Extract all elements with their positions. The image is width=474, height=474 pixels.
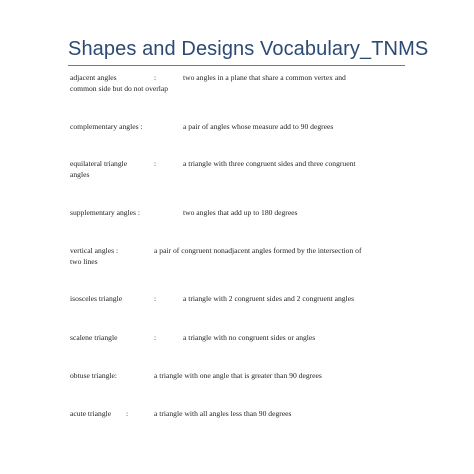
term: acute triangle: [70, 409, 112, 418]
definition-continued: common side but do not overlap: [70, 84, 169, 93]
vocabulary-entry-scalene-triangle: [70, 332, 412, 343]
definition: a triangle with no congruent sides or angles: [183, 333, 316, 342]
vocabulary-entry-complementary-angles: [70, 121, 412, 132]
definition: a pair of congruent nonadjacent angles formed by the intersection of: [154, 246, 362, 255]
term-separator: :: [126, 409, 129, 418]
definition-continued: two lines: [70, 257, 98, 266]
term: adjacent angles: [70, 73, 117, 82]
term-separator: :: [154, 73, 157, 82]
definition: two angles that add up to 180 degrees: [183, 208, 298, 217]
definition: a pair of angles whose measure add to 90 degrees: [183, 122, 334, 131]
vocabulary-entry-obtuse-triangle: [70, 370, 412, 381]
term: obtuse triangle:: [70, 371, 118, 380]
definition: two angles in a plane that share a common vertex and: [183, 73, 346, 82]
term: complementary angles :: [70, 122, 143, 131]
term: equilateral triangle: [70, 159, 128, 168]
definition: a triangle with three congruent sides and three congruent: [183, 159, 356, 168]
definition: a triangle with 2 congruent sides and 2 congruent angles: [183, 294, 355, 303]
term-separator: :: [154, 333, 157, 342]
title-underline: [68, 65, 405, 66]
vocabulary-entry-isosceles-triangle: [70, 293, 412, 304]
page-title: Shapes and Designs Vocabulary_TNMS: [68, 38, 429, 60]
term: vertical angles :: [70, 246, 119, 255]
term-separator: :: [154, 159, 157, 168]
term: isosceles triangle: [70, 294, 123, 303]
vocabulary-entry-adjacent-angles: [70, 72, 412, 94]
definition: a triangle with all angles less than 90 degrees: [154, 409, 292, 418]
term-separator: :: [154, 294, 157, 303]
definition-continued: angles: [70, 170, 90, 179]
vocabulary-entry-acute-triangle: [70, 408, 412, 419]
term: scalene triangle: [70, 333, 118, 342]
vocabulary-entry-vertical-angles: [70, 245, 412, 267]
vocabulary-entry-equilateral-triangle: [70, 158, 412, 180]
definition: a triangle with one angle that is greater than 90 degrees: [154, 371, 322, 380]
term: supplementary angles :: [70, 208, 141, 217]
vocabulary-entry-supplementary-angles: [70, 207, 412, 218]
